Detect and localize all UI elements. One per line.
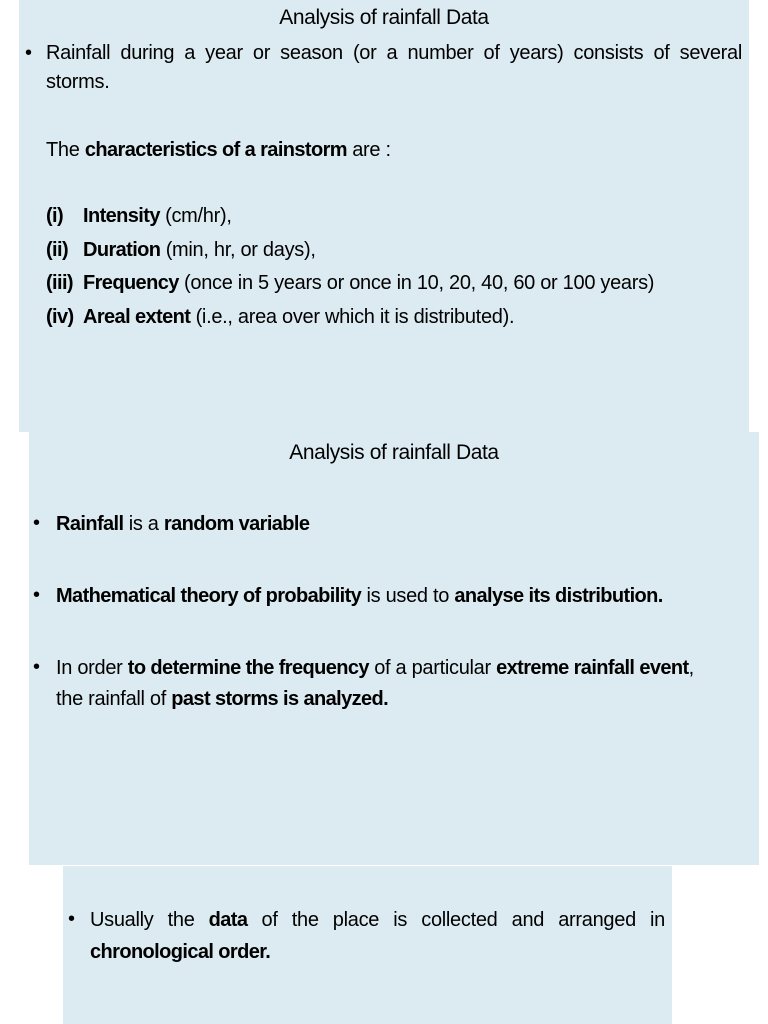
- extreme-rainfall-bold: extreme rainfall event: [496, 657, 689, 679]
- past-storms-bold: past storms is analyzed.: [171, 688, 389, 710]
- list-item-duration: [46, 239, 316, 262]
- item-term: Areal extent: [83, 306, 191, 328]
- is-a-text: is a: [128, 513, 159, 535]
- item-term: Duration: [83, 239, 161, 261]
- rainfall-bold: Rainfall: [56, 513, 124, 535]
- random-variable-bold: random variable: [163, 513, 310, 535]
- bullet-frequency-line1: [56, 657, 694, 680]
- bullet-marker: •: [33, 656, 41, 678]
- item-number: (i): [46, 205, 64, 227]
- slide-data-chronological: [63, 866, 672, 1024]
- bullet-marker: •: [25, 42, 33, 64]
- item-desc: (i.e., area over which it is distributed).: [195, 306, 515, 328]
- list-item-frequency: [46, 272, 654, 295]
- collected-text: of the place is collected and arranged in: [261, 909, 665, 931]
- item-term: Frequency: [83, 272, 179, 294]
- bullet-marker: •: [33, 512, 41, 534]
- chronological-order-bold: chronological order.: [90, 941, 271, 963]
- bullet-probability-theory: [56, 585, 663, 608]
- item-number: (iv): [46, 306, 74, 328]
- item-desc: (cm/hr),: [165, 205, 232, 227]
- item-desc: (once in 5 years or once in 10, 20, 40, 60 or 100 years): [184, 272, 655, 294]
- bullet-marker: •: [33, 584, 41, 606]
- probability-theory-bold: Mathematical theory of probability: [56, 585, 362, 607]
- item-term: Intensity: [83, 205, 160, 227]
- are-word: are :: [352, 139, 391, 161]
- characteristics-bold: characteristics of a rainstorm: [84, 139, 347, 161]
- usually-the-text: Usually the: [90, 909, 195, 931]
- item-number: (ii): [46, 239, 69, 261]
- intro-text-line2: storms.: [46, 71, 110, 93]
- the-word: The: [46, 139, 80, 161]
- data-text-line1: [90, 909, 665, 932]
- slide-title: Analysis of rainfall Data: [279, 6, 489, 29]
- is-used-to-text: is used to: [366, 585, 450, 607]
- bullet-random-variable: [56, 513, 309, 536]
- bullet-marker: •: [68, 908, 76, 930]
- intro-text-line1: Rainfall during a year or season (or a number of years) consists of several: [46, 42, 742, 64]
- data-bold: data: [208, 909, 248, 931]
- data-text-line2: [90, 941, 270, 964]
- in-order-text: In order: [56, 657, 123, 679]
- of-particular-text: of a particular: [374, 657, 491, 679]
- comma: ,: [688, 657, 694, 679]
- item-desc: (min, hr, or days),: [165, 239, 316, 261]
- determine-frequency-bold: to determine the frequency: [127, 657, 369, 679]
- list-item-intensity: [46, 205, 232, 228]
- analyse-distribution-bold: analyse its distribution.: [454, 585, 663, 607]
- characteristics-intro: [46, 139, 391, 162]
- rainfall-of-text: the rainfall of: [56, 688, 167, 710]
- bullet-frequency-line2: [56, 688, 388, 711]
- slide-title: Analysis of rainfall Data: [289, 441, 499, 464]
- item-number: (iii): [46, 272, 73, 294]
- slide-rainstorm-characteristics: [19, 0, 749, 432]
- list-item-areal-extent: [46, 306, 514, 329]
- slide-rainfall-random-variable: [29, 432, 759, 865]
